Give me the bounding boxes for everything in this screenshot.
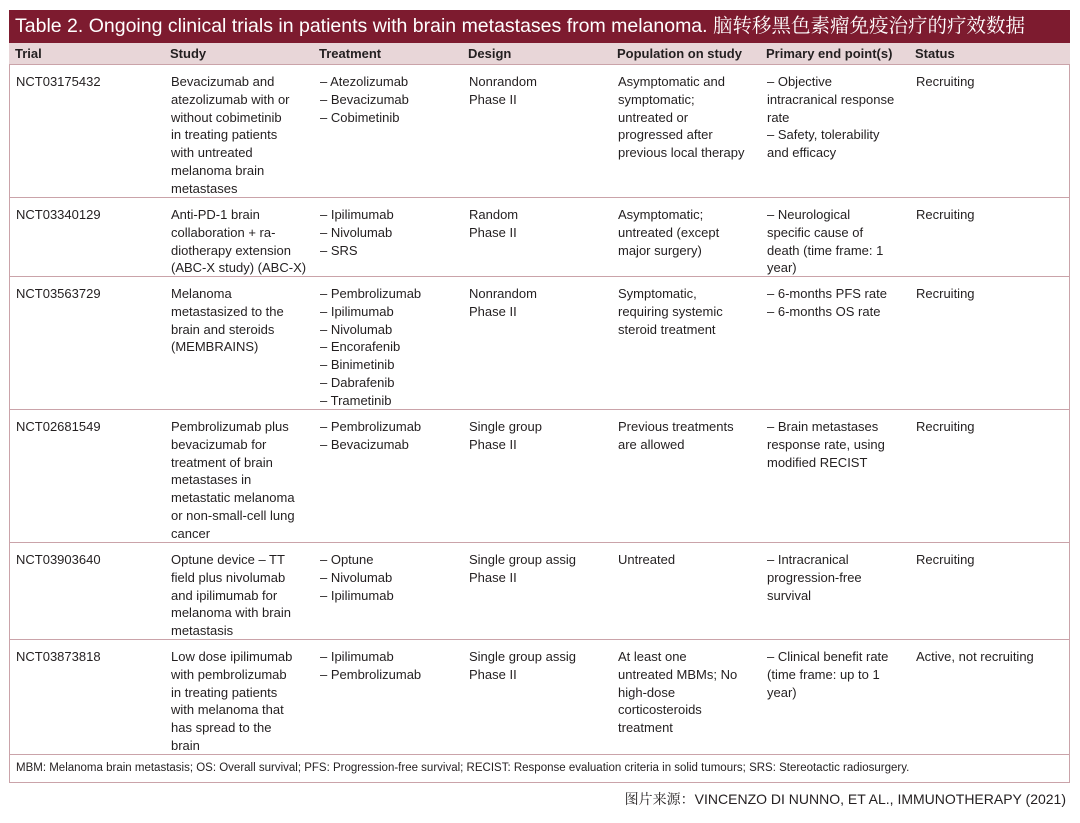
cell-text-line: – Pembrolizumab <box>320 286 422 301</box>
treatment-cell <box>320 285 465 410</box>
table-row <box>10 640 1069 755</box>
cell-text-line: response rate, using <box>767 436 885 452</box>
study-cell <box>171 648 316 755</box>
cell-text-line: – Nivolumab <box>320 321 393 337</box>
cell-text-line: – Nivolumab <box>320 224 393 240</box>
cell-text-line: – 6-months PFS rate <box>767 286 887 301</box>
endpoint-cell <box>767 73 912 162</box>
cell-text-line: and ipilimumab for <box>171 587 278 603</box>
cell-text-line: Recruiting <box>916 74 975 89</box>
cell-text-line: – Trametinib <box>320 392 392 408</box>
cell-text-line: – Ipilimumab <box>320 587 394 603</box>
study-cell <box>171 285 316 356</box>
trial-id-cell <box>16 206 166 224</box>
cell-text-line: – Intracranical <box>767 552 849 567</box>
table-row <box>10 543 1069 640</box>
cell-text-line: NCT03873818 <box>16 649 101 664</box>
study-cell <box>171 73 316 198</box>
study-cell <box>171 206 316 277</box>
header-design: Design <box>468 46 512 61</box>
cell-text-line: in treating patients <box>171 127 278 143</box>
cell-text-line: high-dose <box>618 684 676 700</box>
cell-text-line: Phase II <box>469 666 517 682</box>
cell-text-line: and efficacy <box>767 145 837 161</box>
cell-text-line: atezolizumab with or <box>171 91 290 107</box>
cell-text-line: metastases <box>171 180 238 196</box>
cell-text-line: symptomatic; <box>618 91 695 107</box>
cell-text-line: – Ipilimumab <box>320 649 394 664</box>
status-cell <box>916 206 1066 224</box>
trial-id-cell <box>16 648 166 666</box>
cell-text-line: progressed after <box>618 127 713 143</box>
population-cell <box>618 73 763 162</box>
cell-text-line: Anti-PD-1 brain <box>171 207 260 222</box>
trial-id-cell <box>16 418 166 436</box>
design-cell <box>469 73 614 109</box>
cell-text-line: Recruiting <box>916 207 975 222</box>
cell-text-line: – Encorafenib <box>320 339 401 355</box>
cell-text-line: untreated MBMs; No <box>618 666 738 682</box>
endpoint-cell <box>767 551 912 604</box>
table-row <box>10 410 1069 543</box>
cell-text-line: Bevacizumab and <box>171 74 275 89</box>
cell-text-line: year) <box>767 684 797 700</box>
cell-text-line: in treating patients <box>171 684 278 700</box>
endpoint-cell <box>767 648 912 701</box>
header-trial: Trial <box>15 46 42 61</box>
cell-text-line: Recruiting <box>916 286 975 301</box>
cell-text-line: Low dose ipilimumab <box>171 649 293 664</box>
cell-text-line: Untreated <box>618 552 676 567</box>
treatment-cell <box>320 206 465 259</box>
cell-text-line: requiring systemic <box>618 303 723 319</box>
cell-text-line: survival <box>767 587 812 603</box>
cell-text-line: – Ipilimumab <box>320 207 394 222</box>
cell-text-line: Recruiting <box>916 419 975 434</box>
cell-text-line: – Dabrafenib <box>320 374 395 390</box>
endpoint-cell <box>767 206 912 277</box>
cell-text-line: untreated (except <box>618 224 720 240</box>
cell-text-line: corticosteroids <box>618 702 702 718</box>
header-status: Status <box>915 46 955 61</box>
cell-text-line: – Pembrolizumab <box>320 419 422 434</box>
cell-text-line: Asymptomatic; <box>618 207 704 222</box>
cell-text-line: untreated or <box>618 109 689 125</box>
cell-text-line: At least one <box>618 649 687 664</box>
endpoint-cell <box>767 418 912 471</box>
header-population: Population on study <box>617 46 742 61</box>
cell-text-line: (time frame: up to 1 <box>767 666 880 682</box>
treatment-cell <box>320 418 465 454</box>
cell-text-line: has spread to the <box>171 720 272 736</box>
cell-text-line: without cobimetinib <box>171 109 282 125</box>
clinical-trials-table <box>9 10 1070 783</box>
cell-text-line: – Safety, tolerability <box>767 127 880 143</box>
cell-text-line: with melanoma that <box>171 702 284 718</box>
cell-text-line: Single group assig <box>469 552 576 567</box>
cell-text-line: previous local therapy <box>618 145 745 161</box>
population-cell <box>618 551 763 569</box>
status-cell <box>916 73 1066 91</box>
cell-text-line: (MEMBRAINS) <box>171 339 259 355</box>
population-cell <box>618 206 763 259</box>
cell-text-line: field plus nivolumab <box>171 569 286 585</box>
cell-text-line: (ABC-X study) (ABC-X) <box>171 260 307 276</box>
cell-text-line: – Brain metastases <box>767 419 879 434</box>
cell-text-line: – Neurological <box>767 207 851 222</box>
cell-text-line: Melanoma <box>171 286 232 301</box>
cell-text-line: Optune device – TT <box>171 552 285 567</box>
trial-id-cell <box>16 73 166 91</box>
cell-text-line: with untreated <box>171 145 253 161</box>
table-header-row <box>9 43 1070 65</box>
header-treatment: Treatment <box>319 46 382 61</box>
table-row <box>10 198 1069 277</box>
status-cell <box>916 285 1066 303</box>
population-cell <box>618 648 763 737</box>
cell-text-line: Recruiting <box>916 552 975 567</box>
cell-text-line: collaboration + ra- <box>171 224 276 240</box>
status-cell <box>916 551 1066 569</box>
cell-text-line: Phase II <box>469 569 517 585</box>
cell-text-line: NCT02681549 <box>16 419 101 434</box>
cell-text-line: Pembrolizumab plus <box>171 419 289 434</box>
cell-text-line: or non-small-cell lung <box>171 507 295 523</box>
cell-text-line: Previous treatments <box>618 419 734 434</box>
cell-text-line: Random <box>469 207 519 222</box>
cell-text-line: modified RECIST <box>767 454 868 470</box>
cell-text-line: – Objective <box>767 74 833 89</box>
cell-text-line: Active, not recruiting <box>916 649 1034 664</box>
status-cell <box>916 648 1066 666</box>
cell-text-line: major surgery) <box>618 242 702 258</box>
cell-text-line: Phase II <box>469 436 517 452</box>
cell-text-line: NCT03175432 <box>16 74 101 89</box>
table-row <box>10 65 1069 198</box>
design-cell <box>469 285 614 321</box>
cell-text-line: metastasis <box>171 623 234 639</box>
endpoint-cell <box>767 285 912 321</box>
cell-text-line: rate <box>767 109 790 125</box>
cell-text-line: treatment of brain <box>171 454 273 470</box>
table-title: Table 2. Ongoing clinical trials in patients with brain metastases from melanoma. 脑转移黑色素瘤免疫治疗的疗效数据 <box>9 10 1070 43</box>
cell-text-line: Nonrandom <box>469 74 537 89</box>
cell-text-line: melanoma with brain <box>171 605 291 621</box>
cell-text-line: – Bevacizumab <box>320 91 409 107</box>
cell-text-line: metastasized to the <box>171 303 284 319</box>
image-source-credit: 图片来源：VINCENZO DI NUNNO, ET AL., IMMUNOTHERAPY (2021) <box>624 791 1066 807</box>
header-endpoint: Primary end point(s) <box>766 46 893 61</box>
cell-text-line: – Pembrolizumab <box>320 666 422 682</box>
cell-text-line: NCT03340129 <box>16 207 101 222</box>
cell-text-line: brain <box>171 737 200 753</box>
cell-text-line: specific cause of <box>767 224 864 240</box>
cell-text-line: – Nivolumab <box>320 569 393 585</box>
trial-id-cell <box>16 285 166 303</box>
cell-text-line: year) <box>767 260 797 276</box>
header-study: Study <box>170 46 207 61</box>
population-cell <box>618 418 763 454</box>
study-cell <box>171 418 316 543</box>
cell-text-line: melanoma brain <box>171 162 265 178</box>
cell-text-line: Phase II <box>469 303 517 319</box>
cell-text-line: progression-free <box>767 569 862 585</box>
design-cell <box>469 418 614 454</box>
cell-text-line: cancer <box>171 525 211 541</box>
cell-text-line: metastases in <box>171 472 252 488</box>
table-row <box>10 277 1069 410</box>
cell-text-line: with pembrolizumab <box>171 666 287 682</box>
cell-text-line: Single group assig <box>469 649 576 664</box>
cell-text-line: – SRS <box>320 242 358 258</box>
cell-text-line: – Bevacizumab <box>320 436 409 452</box>
cell-text-line: – Optune <box>320 552 374 567</box>
cell-text-line: Single group <box>469 419 542 434</box>
cell-text-line: death (time frame: 1 <box>767 242 884 258</box>
cell-text-line: treatment <box>618 720 673 736</box>
treatment-cell <box>320 551 465 604</box>
cell-text-line: – Cobimetinib <box>320 109 400 125</box>
cell-text-line: – Clinical benefit rate <box>767 649 889 664</box>
cell-text-line: – 6-months OS rate <box>767 303 881 319</box>
study-cell <box>171 551 316 640</box>
trial-id-cell <box>16 551 166 569</box>
treatment-cell <box>320 648 465 684</box>
table-footnote: MBM: Melanoma brain metastasis; OS: Overall survival; PFS: Progression-free survival; RECIST: Response evaluation criteria in solid tumours; SRS: Stereotactic radiosurgery. <box>16 762 910 774</box>
design-cell <box>469 648 614 684</box>
cell-text-line: diotherapy extension <box>171 242 291 258</box>
cell-text-line: NCT03903640 <box>16 552 101 567</box>
treatment-cell <box>320 73 465 126</box>
cell-text-line: bevacizumab for <box>171 436 267 452</box>
cell-text-line: are allowed <box>618 436 685 452</box>
cell-text-line: – Ipilimumab <box>320 303 394 319</box>
cell-text-line: Phase II <box>469 91 517 107</box>
cell-text-line: steroid treatment <box>618 321 716 337</box>
cell-text-line: Nonrandom <box>469 286 537 301</box>
status-cell <box>916 418 1066 436</box>
table-body <box>9 65 1070 783</box>
cell-text-line: NCT03563729 <box>16 286 101 301</box>
cell-text-line: brain and steroids <box>171 321 275 337</box>
design-cell <box>469 206 614 242</box>
cell-text-line: Asymptomatic and <box>618 74 725 89</box>
cell-text-line: – Atezolizumab <box>320 74 409 89</box>
cell-text-line: metastatic melanoma <box>171 490 295 506</box>
cell-text-line: intracranical response <box>767 91 895 107</box>
cell-text-line: Symptomatic, <box>618 286 697 301</box>
cell-text-line: – Binimetinib <box>320 357 395 373</box>
design-cell <box>469 551 614 587</box>
population-cell <box>618 285 763 338</box>
cell-text-line: Phase II <box>469 224 517 240</box>
